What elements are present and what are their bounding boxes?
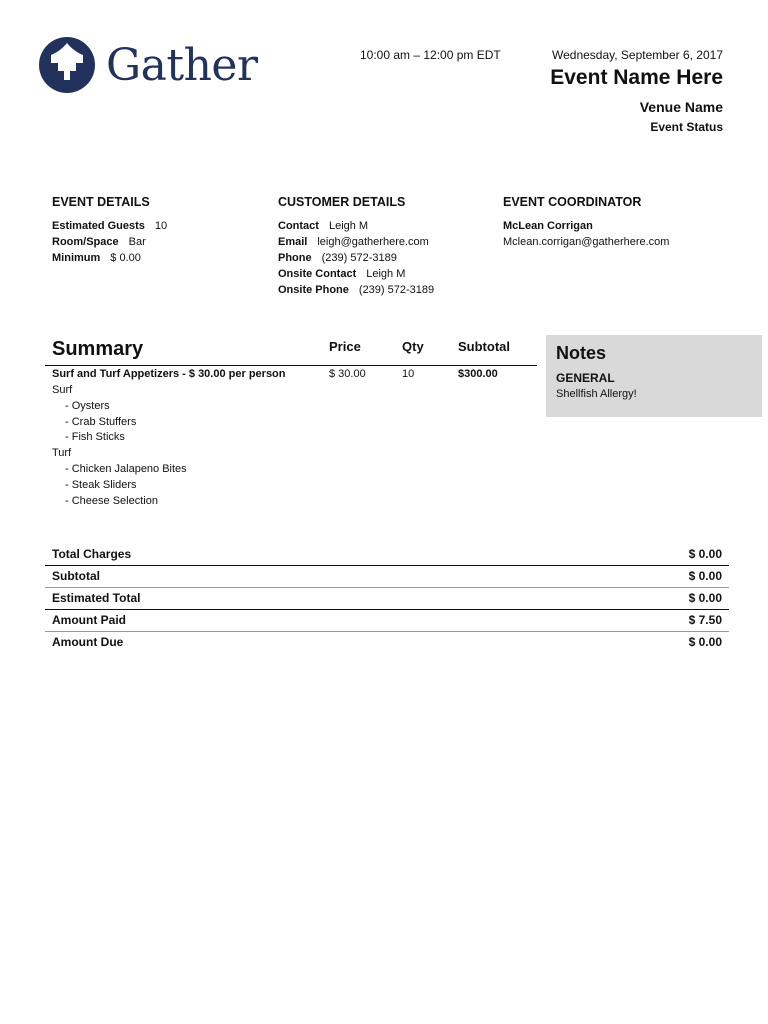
totals-row-estimated-total: [45, 588, 729, 610]
menu-group-label: Surf: [52, 384, 73, 396]
totals-label: Total Charges: [52, 547, 132, 561]
summary-title: Summary: [52, 338, 144, 360]
detail-label: Room/Space: [52, 236, 119, 248]
event-details-section: [52, 195, 167, 266]
customer-row-onsite-contact: [278, 266, 434, 282]
venue-name: Venue Name: [639, 99, 723, 115]
coordinator-name: McLean Corrigan: [503, 220, 593, 232]
gather-logo: [38, 36, 278, 96]
menu-item: - Steak Sliders: [65, 478, 137, 491]
customer-label: Phone: [278, 252, 312, 264]
menu-item: - Chicken Jalapeno Bites: [65, 462, 187, 475]
line-item-title: Surf and Turf Appetizers - $ 30.00 per person: [52, 368, 286, 380]
totals-value: $ 0.00: [688, 547, 722, 561]
menu-item: - Crab Stuffers: [65, 415, 137, 428]
column-header-price: Price: [329, 339, 361, 354]
line-item-description: [52, 383, 187, 509]
detail-row-guests: [52, 218, 167, 234]
totals-row-subtotal: [45, 566, 729, 588]
totals-value: $ 0.00: [688, 635, 722, 649]
totals-value: $ 0.00: [688, 569, 722, 583]
customer-value: Leigh M: [366, 268, 406, 280]
summary-divider: [45, 365, 537, 366]
event-name: Event Name Here: [550, 66, 723, 89]
detail-value: $ 0.00: [110, 252, 141, 264]
line-item-subtotal: $300.00: [458, 368, 498, 380]
notes-title: Notes: [556, 343, 607, 363]
totals-row-amount-due: [45, 632, 729, 653]
detail-value: Bar: [128, 236, 146, 248]
menu-item: - Cheese Selection: [65, 494, 158, 507]
totals-value: $ 7.50: [688, 613, 722, 627]
detail-row-room: [52, 234, 167, 250]
coordinator-email-link[interactable]: Mclean.corrigan@gatherhere.com: [503, 236, 670, 248]
customer-value: (239) 572-3189: [321, 252, 397, 264]
totals-row-total-charges: [45, 544, 729, 566]
event-status: Event Status: [650, 120, 723, 134]
customer-label: Onsite Phone: [278, 284, 349, 296]
totals-value: $ 0.00: [688, 591, 722, 605]
logo-wordmark: Gather: [106, 40, 258, 91]
gather-logo-icon: [38, 36, 96, 94]
event-coordinator-title: EVENT COORDINATOR: [503, 195, 642, 209]
customer-label: Contact: [278, 220, 319, 232]
menu-item: - Fish Sticks: [65, 431, 125, 444]
totals-table: [45, 544, 729, 653]
event-date: Wednesday, September 6, 2017: [552, 48, 723, 62]
totals-label: Amount Due: [52, 635, 124, 649]
notes-heading: GENERAL: [556, 371, 615, 385]
menu-item: - Oysters: [65, 399, 110, 412]
customer-details-title: CUSTOMER DETAILS: [278, 195, 406, 209]
customer-details-section: [278, 195, 434, 298]
detail-label: Minimum: [52, 252, 101, 264]
customer-value: Leigh M: [328, 220, 369, 232]
totals-label: Amount Paid: [52, 613, 126, 627]
line-item-qty: 10: [402, 368, 415, 380]
column-header-qty: Qty: [402, 339, 424, 354]
detail-value: 10: [154, 220, 168, 232]
customer-label: Onsite Contact: [278, 268, 357, 280]
customer-email-link[interactable]: leigh@gatherhere.com: [317, 236, 429, 248]
line-item-price: $ 30.00: [329, 368, 366, 380]
column-header-subtotal: Subtotal: [458, 339, 510, 354]
notes-text: Shellfish Allergy!: [556, 388, 637, 400]
customer-row-email: [278, 234, 434, 250]
detail-label: Estimated Guests: [52, 220, 145, 232]
totals-row-amount-paid: [45, 610, 729, 632]
customer-value: (239) 572-3189: [358, 284, 435, 296]
event-details-title: EVENT DETAILS: [52, 195, 150, 209]
menu-group-label: Turf: [52, 447, 72, 460]
event-coordinator-section: [503, 195, 669, 250]
totals-label: Estimated Total: [52, 591, 141, 605]
detail-row-minimum: [52, 250, 167, 266]
customer-row-phone: [278, 250, 434, 266]
customer-row-onsite-phone: [278, 282, 434, 298]
customer-label: Email: [278, 236, 308, 248]
customer-row-contact: [278, 218, 434, 234]
notes-panel: [546, 335, 762, 417]
totals-label: Subtotal: [52, 569, 100, 583]
event-time-range: 10:00 am – 12:00 pm EDT: [360, 48, 501, 62]
